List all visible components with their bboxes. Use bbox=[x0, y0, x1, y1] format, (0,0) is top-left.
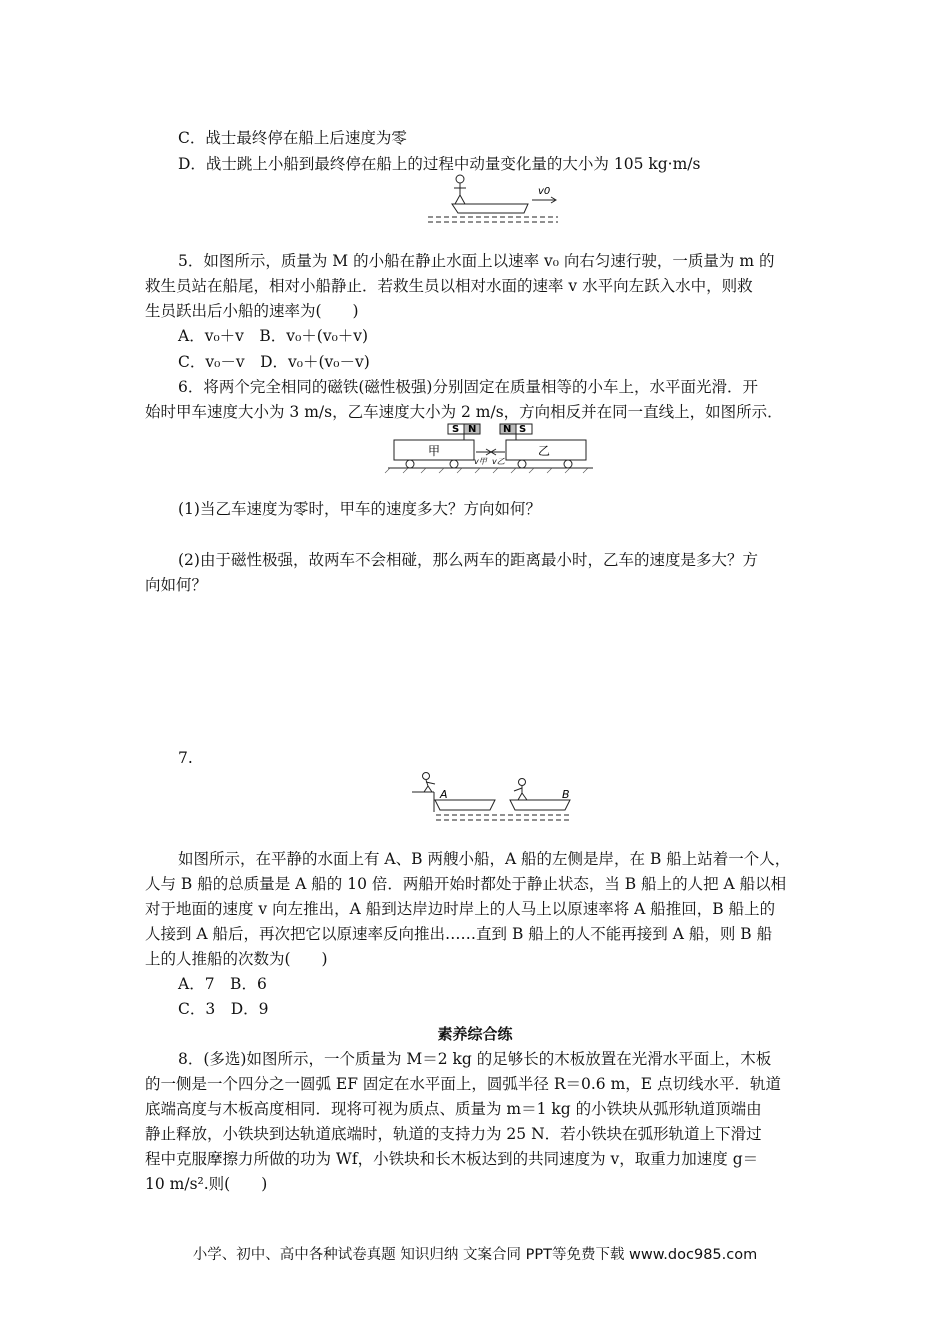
q5-options-cd: C．v₀－v D．v₀＋(v₀－v) bbox=[178, 353, 370, 371]
pole-s-left: S bbox=[452, 424, 460, 435]
pole-n-right: N bbox=[503, 424, 512, 435]
q4-option-d: D．战士跳上小船到最终停在船上的过程中动量变化量的大小为 105 kg·m/s bbox=[178, 155, 701, 173]
shore-person-head bbox=[423, 773, 430, 780]
boat-b bbox=[510, 800, 570, 810]
q8-stem-line2: 的一侧是一个四分之一圆弧 EF 固定在水平面上，圆弧半径 R＝0.6 m，E 点切线水平．轨道 bbox=[145, 1075, 782, 1093]
boat-b-person-head bbox=[519, 779, 526, 786]
q4-figure-boat bbox=[420, 170, 560, 226]
q4-option-c: C．战士最终停在船上后速度为零 bbox=[178, 129, 407, 147]
q5-stem-line3: 生员跃出后小船的速率为( ) bbox=[145, 302, 359, 320]
q7-stem-line3: 对于地面的速度 v 向左推出，A 船到达岸边时岸上的人马上以原速率将 A 船推回，B 船上的 bbox=[145, 900, 776, 918]
q7-number: 7. bbox=[178, 749, 193, 767]
q6-figure-magnet-cars bbox=[388, 418, 598, 474]
q5-options-ab: A．v₀＋v B．v₀＋(v₀＋v) bbox=[178, 327, 369, 345]
person-head bbox=[456, 175, 464, 183]
q6-stem-line1: 6．将两个完全相同的磁铁(磁性极强)分别固定在质量相等的小车上，水平面光滑．开 bbox=[178, 378, 758, 396]
q7-figure-boats bbox=[410, 770, 580, 826]
page-footer: 小学、初中、高中各种试卷真题 知识归纳 文案合同 PPT等免费下载 www.doc985.com bbox=[192, 1247, 758, 1263]
q5-stem-line1: 5．如图所示，质量为 M 的小船在静止水面上以速率 v₀ 向右匀速行驶，一质量为 m 的 bbox=[178, 252, 775, 270]
q8-stem-line3: 底端高度与木板高度相同．现将可视为质点、质量为 m＝1 kg 的小铁块从弧形轨道顶端由 bbox=[145, 1100, 762, 1118]
q6-part2-line2: 向如何？ bbox=[145, 576, 208, 594]
boat-a bbox=[435, 800, 495, 810]
q7-stem-line1: 如图所示，在平静的水面上有 A、B 两艘小船，A 船的左侧是岸，在 B 船上站着一个人， bbox=[178, 850, 791, 868]
v0-label: v0 bbox=[538, 186, 551, 197]
q5-stem-line2: 救生员站在船尾，相对小船静止．若救生员以相对水面的速率 v 水平向左跃入水中，则救 bbox=[145, 277, 753, 295]
q6-stem-line2: 始时甲车速度大小为 3 m/s，乙车速度大小为 2 m/s，方向相反并在同一直线上，如图所示． bbox=[145, 403, 783, 421]
v-jia-label: v甲 bbox=[474, 457, 487, 466]
q6-part1: (1)当乙车速度为零时，甲车的速度多大？方向如何？ bbox=[178, 500, 541, 518]
q7-options-ab: A．7 B．6 bbox=[178, 975, 267, 993]
car-jia-label: 甲 bbox=[428, 444, 441, 458]
q7-stem-line2: 人与 B 船的总质量是 A 船的 10 倍．两船开始时都处于静止状态，当 B 船上的人把 A 船以相 bbox=[145, 875, 787, 893]
pole-n-left: N bbox=[468, 424, 477, 435]
car-yi-label: 乙 bbox=[538, 444, 551, 458]
q8-stem-line4: 静止释放，小铁块到达轨道底端时，轨道的支持力为 25 N．若小铁块在弧形轨道上下滑过 bbox=[145, 1125, 762, 1143]
q8-stem-line1: 8．(多选)如图所示，一个质量为 M＝2 kg 的足够长的木板放置在光滑水平面上，木板 bbox=[178, 1050, 772, 1068]
pole-s-right: S bbox=[519, 424, 527, 435]
q7-options-cd: C．3 D．9 bbox=[178, 1000, 269, 1018]
label-b: B bbox=[562, 788, 570, 801]
q6-part2-line1: (2)由于磁性极强，故两车不会相碰，那么两车的距离最小时，乙车的速度是多大？方 bbox=[178, 551, 758, 569]
q8-stem-line5: 程中克服摩擦力所做的功为 Wf，小铁块和长木板达到的共同速度为 v，取重力加速度 g＝ bbox=[145, 1150, 759, 1168]
q7-stem-line4: 人接到 A 船后，再次把它以原速率反向推出……直到 B 船上的人不能再接到 A 船，则 B 船 bbox=[145, 925, 773, 943]
label-a: A bbox=[440, 788, 448, 801]
q8-stem-line6: 10 m/s².则( ) bbox=[145, 1175, 268, 1193]
v-yi-label: v乙 bbox=[492, 457, 505, 466]
section-title: 素养综合练 bbox=[437, 1025, 513, 1043]
boat-hull bbox=[452, 204, 528, 213]
q7-stem-line5: 上的人推船的次数为( ) bbox=[145, 950, 328, 968]
